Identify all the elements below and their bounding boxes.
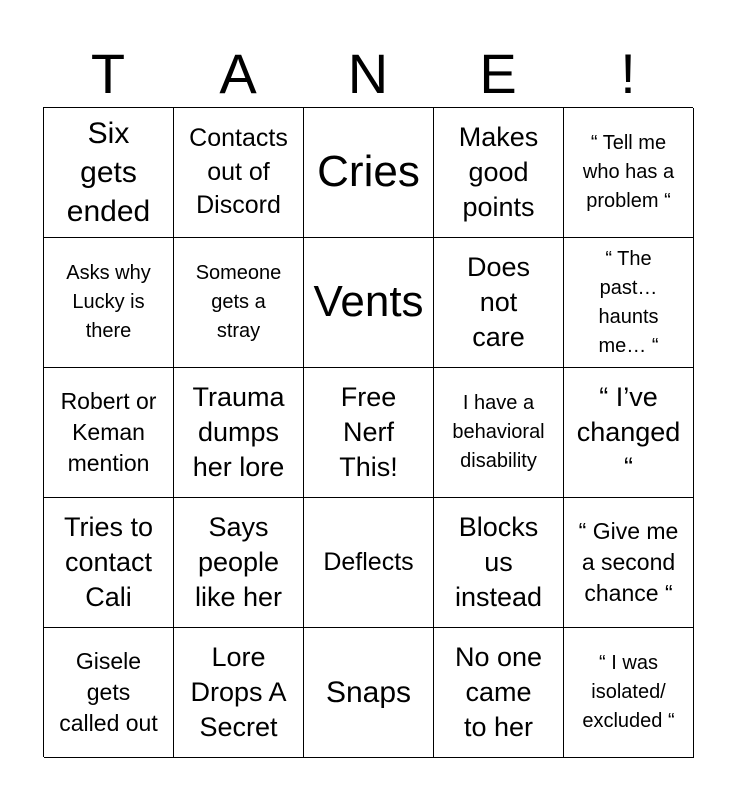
bingo-title (43, 40, 693, 108)
bingo-cell[interactable]: Free Nerf This! (304, 368, 434, 498)
bingo-cell[interactable]: Robert or Keman mention (44, 368, 174, 498)
bingo-cell[interactable]: “ I was isolated/ excluded “ (564, 628, 694, 758)
bingo-cell[interactable]: Deflects (304, 498, 434, 628)
bingo-cell[interactable]: Lore Drops A Secret (174, 628, 304, 758)
bingo-cell[interactable]: Tries to contact Cali (44, 498, 174, 628)
title-letter: A (219, 42, 257, 105)
title-letter: E (479, 42, 517, 105)
bingo-cell[interactable]: Trauma dumps her lore (174, 368, 304, 498)
bingo-cell[interactable]: Does not care (434, 238, 564, 368)
bingo-cell[interactable]: Cries (304, 108, 434, 238)
title-letter: T (90, 42, 126, 105)
bingo-cell[interactable]: “ I’ve changed “ (564, 368, 694, 498)
title-letter: ! (620, 42, 636, 105)
bingo-cell[interactable]: “ Tell me who has a problem “ (564, 108, 694, 238)
bingo-cell[interactable]: Blocks us instead (434, 498, 564, 628)
bingo-cell[interactable]: I have a behavioral disability (434, 368, 564, 498)
bingo-cell[interactable]: Someone gets a stray (174, 238, 304, 368)
bingo-cell[interactable]: Contacts out of Discord (174, 108, 304, 238)
bingo-board (43, 107, 693, 757)
bingo-cell[interactable]: Vents (304, 238, 434, 368)
bingo-cell[interactable]: Makes good points (434, 108, 564, 238)
bingo-cell[interactable]: Asks why Lucky is there (44, 238, 174, 368)
bingo-cell[interactable]: Snaps (304, 628, 434, 758)
bingo-cell[interactable]: “ Give me a second chance “ (564, 498, 694, 628)
bingo-cell[interactable]: Six gets ended (44, 108, 174, 238)
bingo-cell[interactable]: No one came to her (434, 628, 564, 758)
bingo-cell[interactable]: Gisele gets called out (44, 628, 174, 758)
bingo-cell[interactable]: Says people like her (174, 498, 304, 628)
title-letter: N (347, 42, 389, 105)
bingo-cell[interactable]: “ The past… haunts me… “ (564, 238, 694, 368)
